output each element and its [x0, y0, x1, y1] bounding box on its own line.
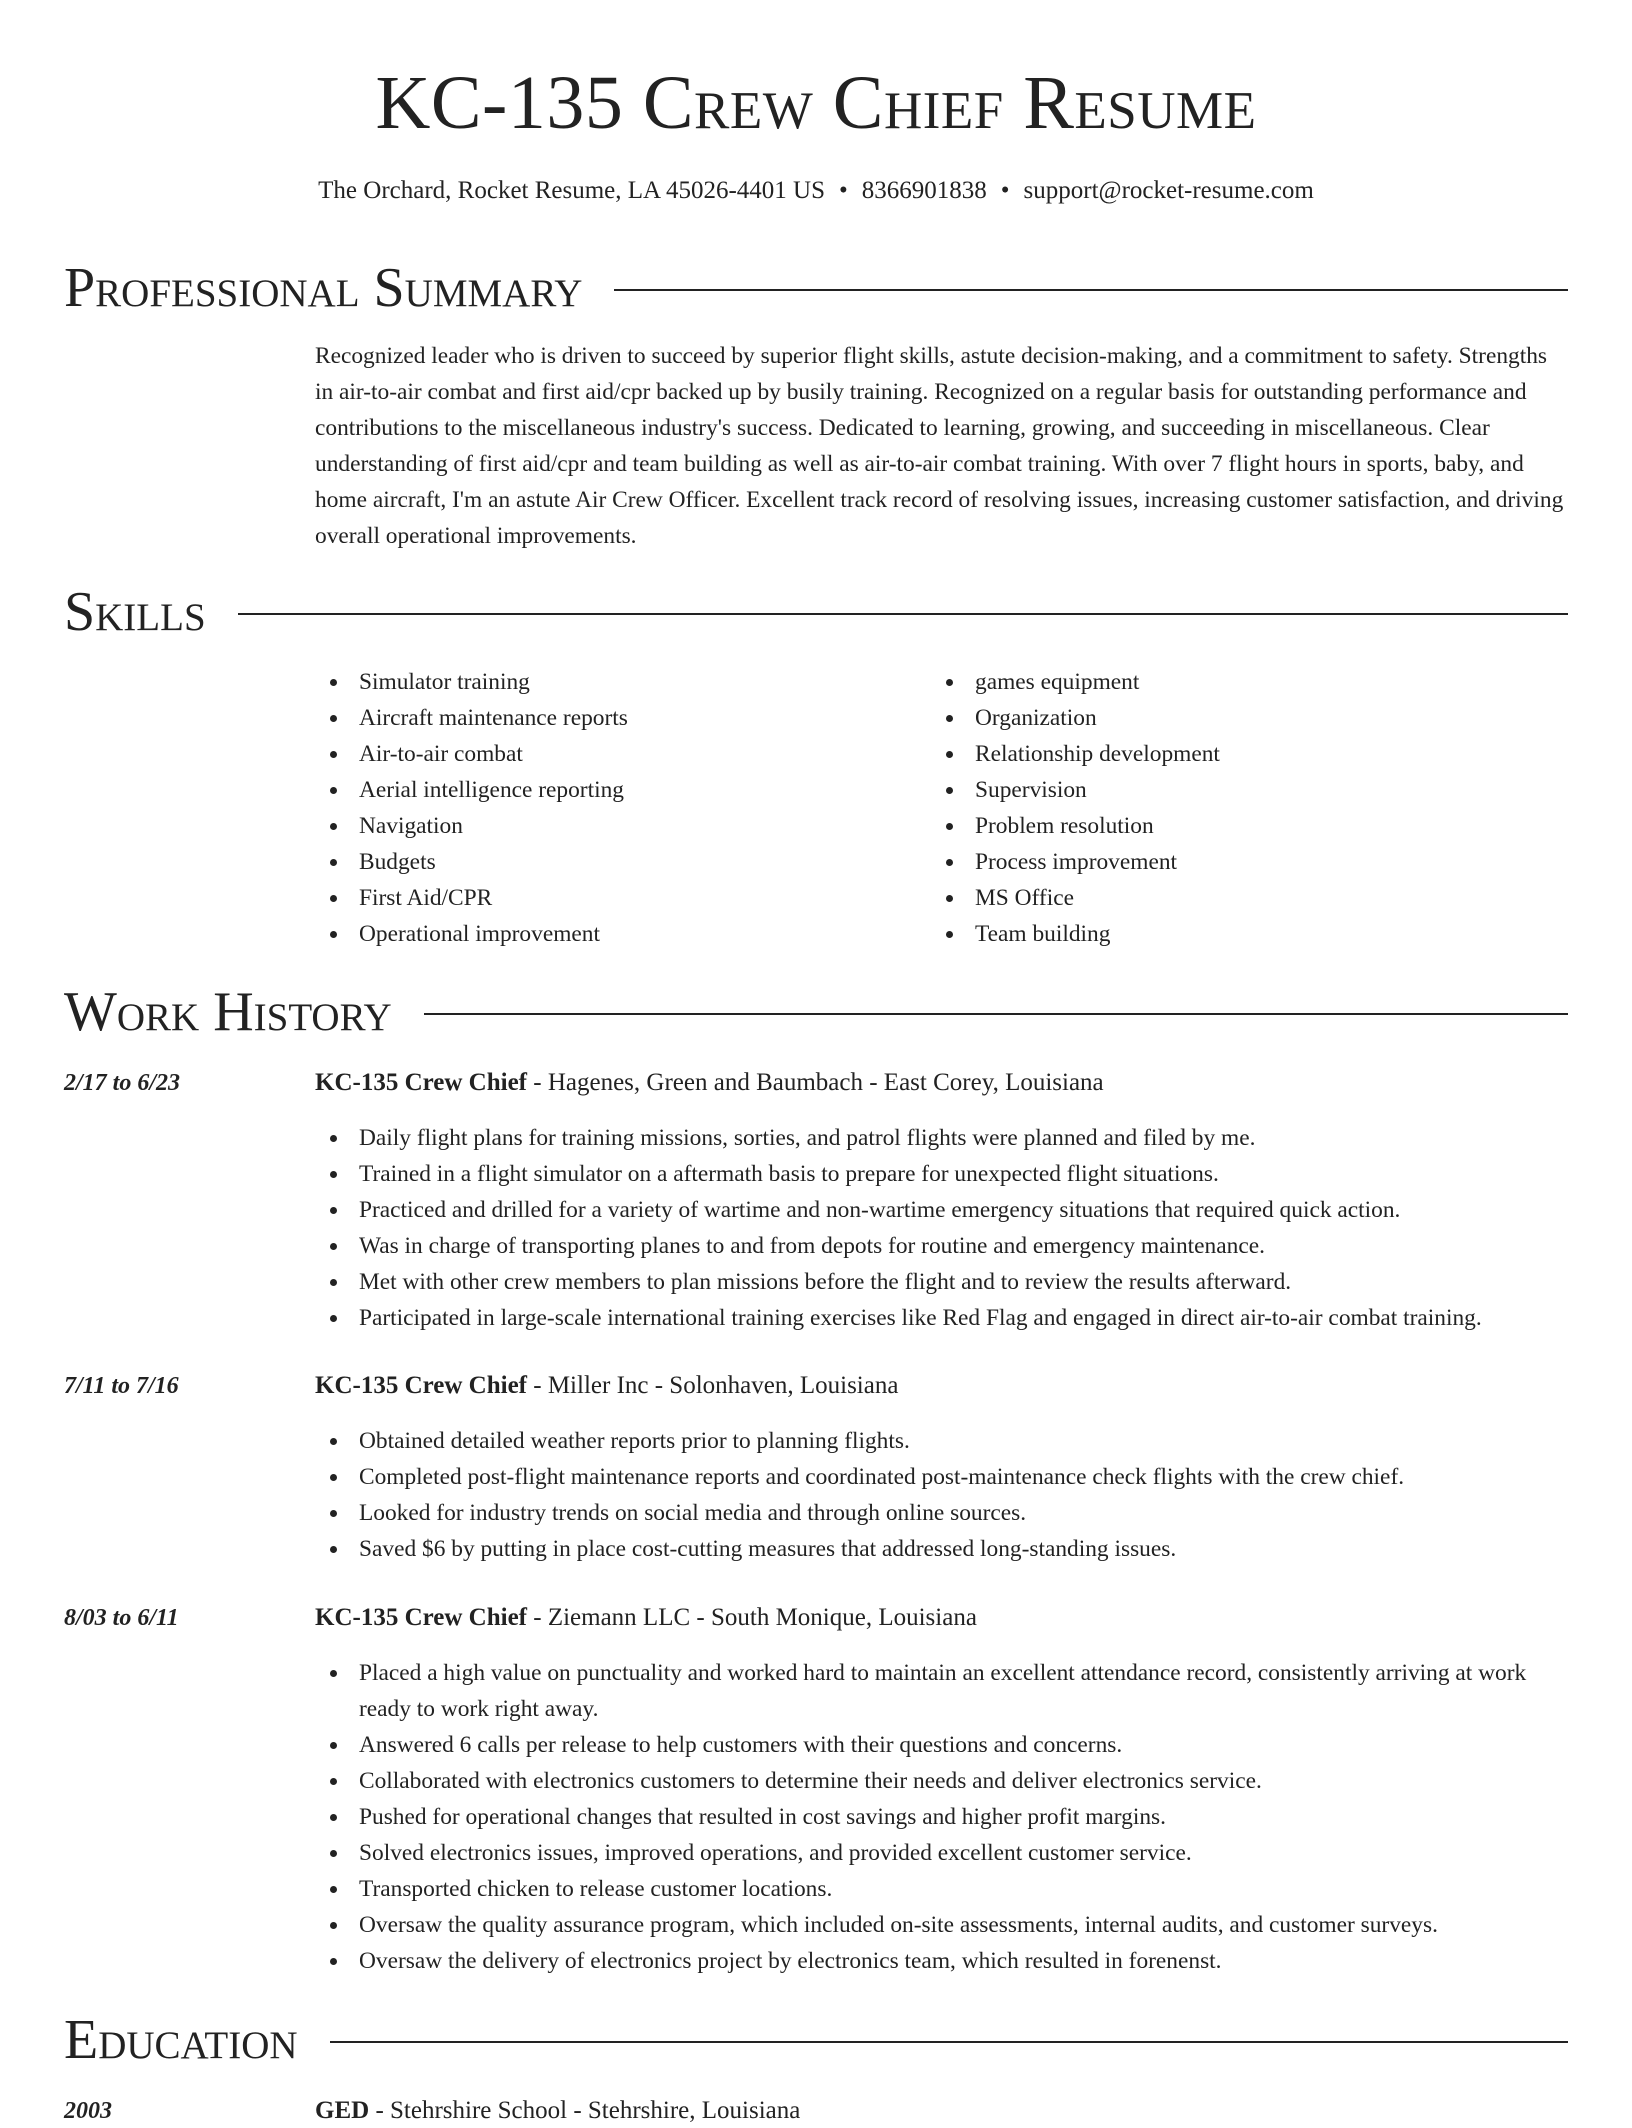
- education-heading: [315, 2094, 1570, 2128]
- contact-phone: 8366901838: [861, 177, 987, 204]
- duty-item: Oversaw the quality assurance program, which included on-site assessments, internal audits, and customer surveys.: [315, 1907, 1570, 1943]
- skill-item: Navigation: [315, 808, 915, 844]
- duty-item: Pushed for operational changes that resulted in cost savings and higher profit margins.: [315, 1799, 1570, 1835]
- job-dates: 7/11 to 7/16: [64, 1373, 179, 1399]
- skill-item: MS Office: [931, 880, 1531, 916]
- duty-item: Completed post-flight maintenance reports and coordinated post-maintenance check flights with the crew chief.: [315, 1459, 1570, 1495]
- job-duties-list: [315, 1423, 1570, 1567]
- duty-item: Transported chicken to release customer locations.: [315, 1871, 1570, 1907]
- duty-item: Collaborated with electronics customers to determine their needs and deliver electronics service.: [315, 1763, 1570, 1799]
- skill-item: Relationship development: [931, 736, 1531, 772]
- contact-email[interactable]: support@rocket-resume.com: [1023, 177, 1314, 204]
- section-title-work-history: Work History: [64, 981, 392, 1043]
- skill-item: games equipment: [931, 664, 1531, 700]
- section-divider: [238, 613, 1568, 615]
- duty-item: Answered 6 calls per release to help customers with their questions and concerns.: [315, 1727, 1570, 1763]
- job-dates: 2/17 to 6/23: [64, 1070, 181, 1096]
- skill-item: Aircraft maintenance reports: [315, 700, 915, 736]
- duty-item: Saved $6 by putting in place cost-cutting measures that addressed long-standing issues.: [315, 1531, 1570, 1567]
- section-title-education: Education: [64, 2009, 298, 2071]
- duty-item: Solved electronics issues, improved operations, and provided excellent customer service.: [315, 1835, 1570, 1871]
- section-header-work-history: [64, 980, 1568, 1044]
- job-heading: [315, 1066, 1570, 1100]
- section-header-education: [64, 2008, 1568, 2072]
- skill-item: Operational improvement: [315, 916, 915, 952]
- resume-title: KC-135 Crew Chief Resume: [375, 61, 1257, 145]
- skill-item: Supervision: [931, 772, 1531, 808]
- skill-item: Team building: [931, 916, 1531, 952]
- skill-item: Process improvement: [931, 844, 1531, 880]
- summary-paragraph: Recognized leader who is driven to succeed by superior flight skills, astute decision-making, and a commitment to safety. Strengths in air-to-air combat and first aid/cpr backed up by busily training. Recognized on a regular basis for outstanding performance and contributions to the miscellaneous industry's success. Dedicated to learning, growing, and succeeding in miscellaneous. Clear understanding of first aid/cpr and team building as well as air-to-air combat training. With over 7 flight hours in sports, baby, and home aircraft, I'm an astute Air Crew Officer. Excellent track record of resolving issues, increasing customer satisfaction, and driving overall operational improvements.: [315, 343, 1564, 549]
- duty-item: Practiced and drilled for a variety of wartime and non-wartime emergency situations that required quick action.: [315, 1192, 1570, 1228]
- skills-list-left: [315, 664, 915, 952]
- section-divider: [614, 289, 1568, 291]
- duty-item: Met with other crew members to plan missions before the flight and to review the results afterward.: [315, 1264, 1570, 1300]
- job-heading: [315, 1601, 1570, 1635]
- duty-item: Oversaw the delivery of electronics project by electronics team, which resulted in forenenst.: [315, 1943, 1570, 1979]
- duty-item: Looked for industry trends on social media and through online sources.: [315, 1495, 1570, 1531]
- skill-item: Air-to-air combat: [315, 736, 915, 772]
- duty-item: Daily flight plans for training missions, sorties, and patrol flights were planned and filed by me.: [315, 1120, 1570, 1156]
- job-dates: 8/03 to 6/11: [64, 1605, 179, 1631]
- education-dates: 2003: [64, 2098, 112, 2124]
- education-degree: GED: [315, 2097, 370, 2124]
- job-heading: [315, 1369, 1570, 1403]
- skill-item: Budgets: [315, 844, 915, 880]
- duty-item: Participated in large-scale international training exercises like Red Flag and engaged in direct air-to-air combat training.: [315, 1300, 1570, 1336]
- job-employer: - Ziemann LLC - South Monique, Louisiana: [527, 1604, 977, 1631]
- section-title-skills: Skills: [64, 581, 206, 643]
- duty-item: Trained in a flight simulator on a aftermath basis to prepare for unexpected flight situations.: [315, 1156, 1570, 1192]
- skill-item: Problem resolution: [931, 808, 1531, 844]
- education-school: - Stehrshire School - Stehrshire, Louisiana: [369, 2097, 801, 2124]
- contact-address: The Orchard, Rocket Resume, LA 45026-4401 US: [318, 177, 826, 204]
- job-employer: - Hagenes, Green and Baumbach - East Corey, Louisiana: [527, 1069, 1104, 1096]
- contact-separator: •: [1000, 177, 1010, 204]
- contact-line: [0, 176, 1632, 206]
- skill-item: First Aid/CPR: [315, 880, 915, 916]
- duty-item: Obtained detailed weather reports prior to planning flights.: [315, 1423, 1570, 1459]
- skill-item: Simulator training: [315, 664, 915, 700]
- section-header-skills: [64, 580, 1568, 644]
- job-title: KC-135 Crew Chief: [315, 1604, 527, 1631]
- duty-item: Placed a high value on punctuality and worked hard to maintain an excellent attendance record, consistently arriving at work ready to work right away.: [315, 1655, 1570, 1727]
- job-title: KC-135 Crew Chief: [315, 1069, 527, 1096]
- duty-item: Was in charge of transporting planes to and from depots for routine and emergency maintenance.: [315, 1228, 1570, 1264]
- job-employer: - Miller Inc - Solonhaven, Louisiana: [527, 1372, 899, 1399]
- skills-list-right: [931, 664, 1531, 952]
- job-title: KC-135 Crew Chief: [315, 1372, 527, 1399]
- contact-separator: •: [839, 177, 848, 204]
- job-duties-list: [315, 1655, 1570, 1979]
- section-header-summary: [64, 256, 1568, 320]
- section-divider: [424, 1013, 1568, 1015]
- skill-item: Organization: [931, 700, 1531, 736]
- skill-item: Aerial intelligence reporting: [315, 772, 915, 808]
- section-title-summary: Professional Summary: [64, 257, 583, 319]
- section-divider: [330, 2041, 1568, 2043]
- job-duties-list: [315, 1120, 1570, 1336]
